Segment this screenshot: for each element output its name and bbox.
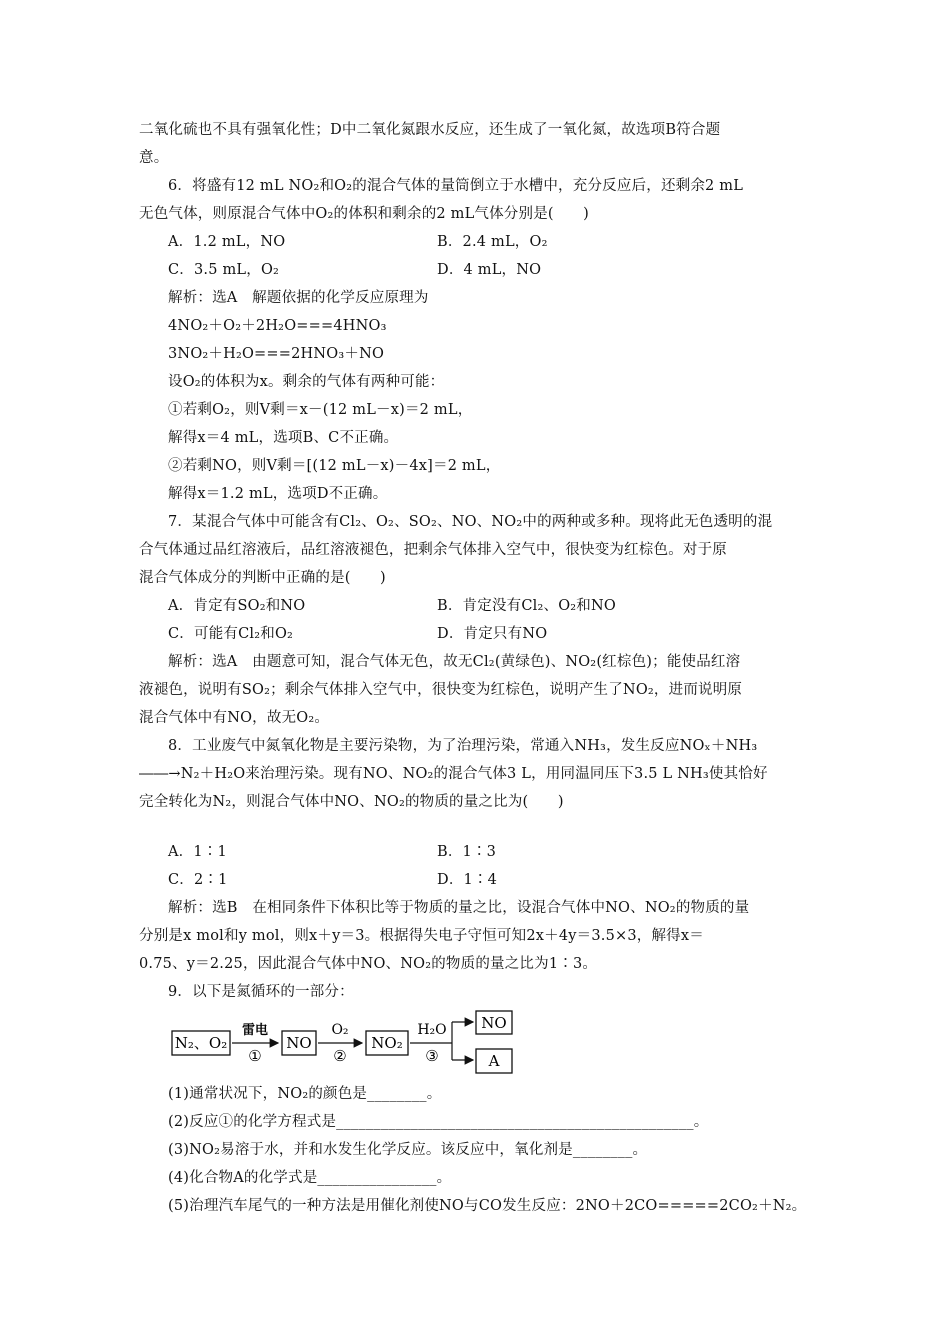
text-line: ――→N₂＋H₂O来治理污染。现有NO、NO₂的混合气体3 L，用同温同压下3.5 L NH₃使其恰好 bbox=[139, 766, 768, 782]
subquestion-1: (1)通常状况下，NO₂的颜色是________。 bbox=[168, 1086, 442, 1102]
subquestion-3: (3)NO₂易溶于水，并和水发生化学反应。该反应中，氧化剂是________。 bbox=[168, 1142, 648, 1158]
question-7-stem: 7．某混合气体中可能含有Cl₂、O₂、SO₂、NO、NO₂中的两种或多种。现将此无色透明的混 bbox=[168, 514, 773, 530]
analysis-line: 解得x＝4 mL，选项B、C不正确。 bbox=[168, 430, 399, 446]
arrow-1-bottom-label: ① bbox=[248, 1047, 262, 1065]
box-no-label: NO bbox=[286, 1034, 312, 1052]
option-b: B．1∶3 bbox=[437, 844, 497, 860]
analysis-line: 设O₂的体积为x。剩余的气体有两种可能： bbox=[168, 374, 445, 390]
option-a: A．1∶1 bbox=[168, 844, 227, 860]
analysis-line: ②若剩NO，则V剩＝[(12 mL－x)－4x]＝2 mL， bbox=[168, 458, 501, 474]
text-line: 完全转化为N₂，则混合气体中NO、NO₂的物质的量之比为( ) bbox=[139, 794, 564, 810]
question-6-stem: 6．将盛有12 mL NO₂和O₂的混合气体的量筒倒立于水槽中，充分反应后，还剩余2 mL bbox=[168, 178, 744, 194]
text-line: 无色气体，则原混合气体中O₂的体积和剩余的2 mL气体分别是( ) bbox=[139, 206, 590, 222]
analysis-line: 解析：选A 由题意可知，混合气体无色，故无Cl₂(黄绿色)、NO₂(红棕色)；能使品红溶 bbox=[168, 654, 741, 670]
box-n2-o2-label: N₂、O₂ bbox=[174, 1034, 228, 1052]
nitrogen-cycle-diagram bbox=[170, 1010, 530, 1076]
subquestion-4: (4)化合物A的化学式是________________。 bbox=[168, 1170, 452, 1186]
option-d: D．肯定只有NO bbox=[437, 626, 548, 642]
analysis-line: 解析：选A 解题依据的化学反应原理为 bbox=[168, 290, 429, 306]
option-d: D．1∶4 bbox=[437, 872, 498, 888]
text-line: 0.75、y＝2.25，因此混合气体中NO、NO₂的物质的量之比为1∶3。 bbox=[139, 956, 598, 972]
arrow-3-bottom-label: ③ bbox=[425, 1047, 439, 1065]
subquestion-2: (2)反应①的化学方程式是________________________________________________。 bbox=[168, 1114, 709, 1130]
subquestion-5: (5)治理汽车尾气的一种方法是用催化剂使NO与CO发生反应：2NO＋2CO=====2CO₂＋N₂。 bbox=[168, 1198, 807, 1214]
box-no2-label: NO₂ bbox=[371, 1034, 403, 1052]
arrow-3-top-label: H₂O bbox=[417, 1022, 447, 1038]
text-line: 合气体通过品红溶液后，品红溶液褪色，把剩余气体排入空气中，很快变为红棕色。对于原 bbox=[139, 542, 727, 558]
option-a: A．1.2 mL，NO bbox=[168, 234, 286, 250]
question-8-stem: 8．工业废气中氮氧化物是主要污染物，为了治理污染，常通入NH₃，发生反应NOₓ＋NH₃ bbox=[168, 738, 758, 754]
text-line: 分别是x mol和y mol，则x＋y＝3。根据得失电子守恒可知2x＋4y＝3.5×3，解得x＝ bbox=[139, 928, 704, 944]
text-line: 混合气体成分的判断中正确的是( ) bbox=[139, 570, 386, 586]
option-a: A．肯定有SO₂和NO bbox=[168, 598, 306, 614]
arrow-2-top-label: O₂ bbox=[331, 1022, 349, 1038]
question-9-stem: 9．以下是氮循环的一部分： bbox=[168, 984, 354, 1000]
option-b: B．2.4 mL，O₂ bbox=[437, 234, 548, 250]
equation-line: 3NO₂＋H₂O===2HNO₃＋NO bbox=[168, 346, 385, 362]
box-a-label: A bbox=[488, 1052, 500, 1070]
option-c: C．2∶1 bbox=[168, 872, 228, 888]
arrow-1-top-label: 雷电 bbox=[241, 1023, 269, 1038]
text-line: 意。 bbox=[139, 150, 169, 166]
option-c: C．可能有Cl₂和O₂ bbox=[168, 626, 294, 642]
analysis-line: 解得x＝1.2 mL，选项D不正确。 bbox=[168, 486, 388, 502]
text-line: 混合气体中有NO，故无O₂。 bbox=[139, 710, 330, 726]
box-no-product-label: NO bbox=[481, 1014, 507, 1032]
option-c: C．3.5 mL，O₂ bbox=[168, 262, 280, 278]
analysis-line: 解析：选B 在相同条件下体积比等于物质的量之比，设混合气体中NO、NO₂的物质的量 bbox=[168, 900, 750, 916]
text-line: 二氧化硫也不具有强氧化性；D中二氧化氮跟水反应，还生成了一氧化氮，故选项B符合题 bbox=[139, 122, 721, 138]
text-line: 液褪色，说明有SO₂；剩余气体排入空气中，很快变为红棕色，说明产生了NO₂，进而说明原 bbox=[139, 682, 743, 698]
option-d: D．4 mL，NO bbox=[437, 262, 542, 278]
equation-line: 4NO₂＋O₂＋2H₂O===4HNO₃ bbox=[168, 318, 387, 334]
analysis-line: ①若剩O₂，则V剩＝x－(12 mL－x)＝2 mL， bbox=[168, 402, 473, 418]
option-b: B．肯定没有Cl₂、O₂和NO bbox=[437, 598, 616, 614]
arrow-2-bottom-label: ② bbox=[333, 1047, 347, 1065]
